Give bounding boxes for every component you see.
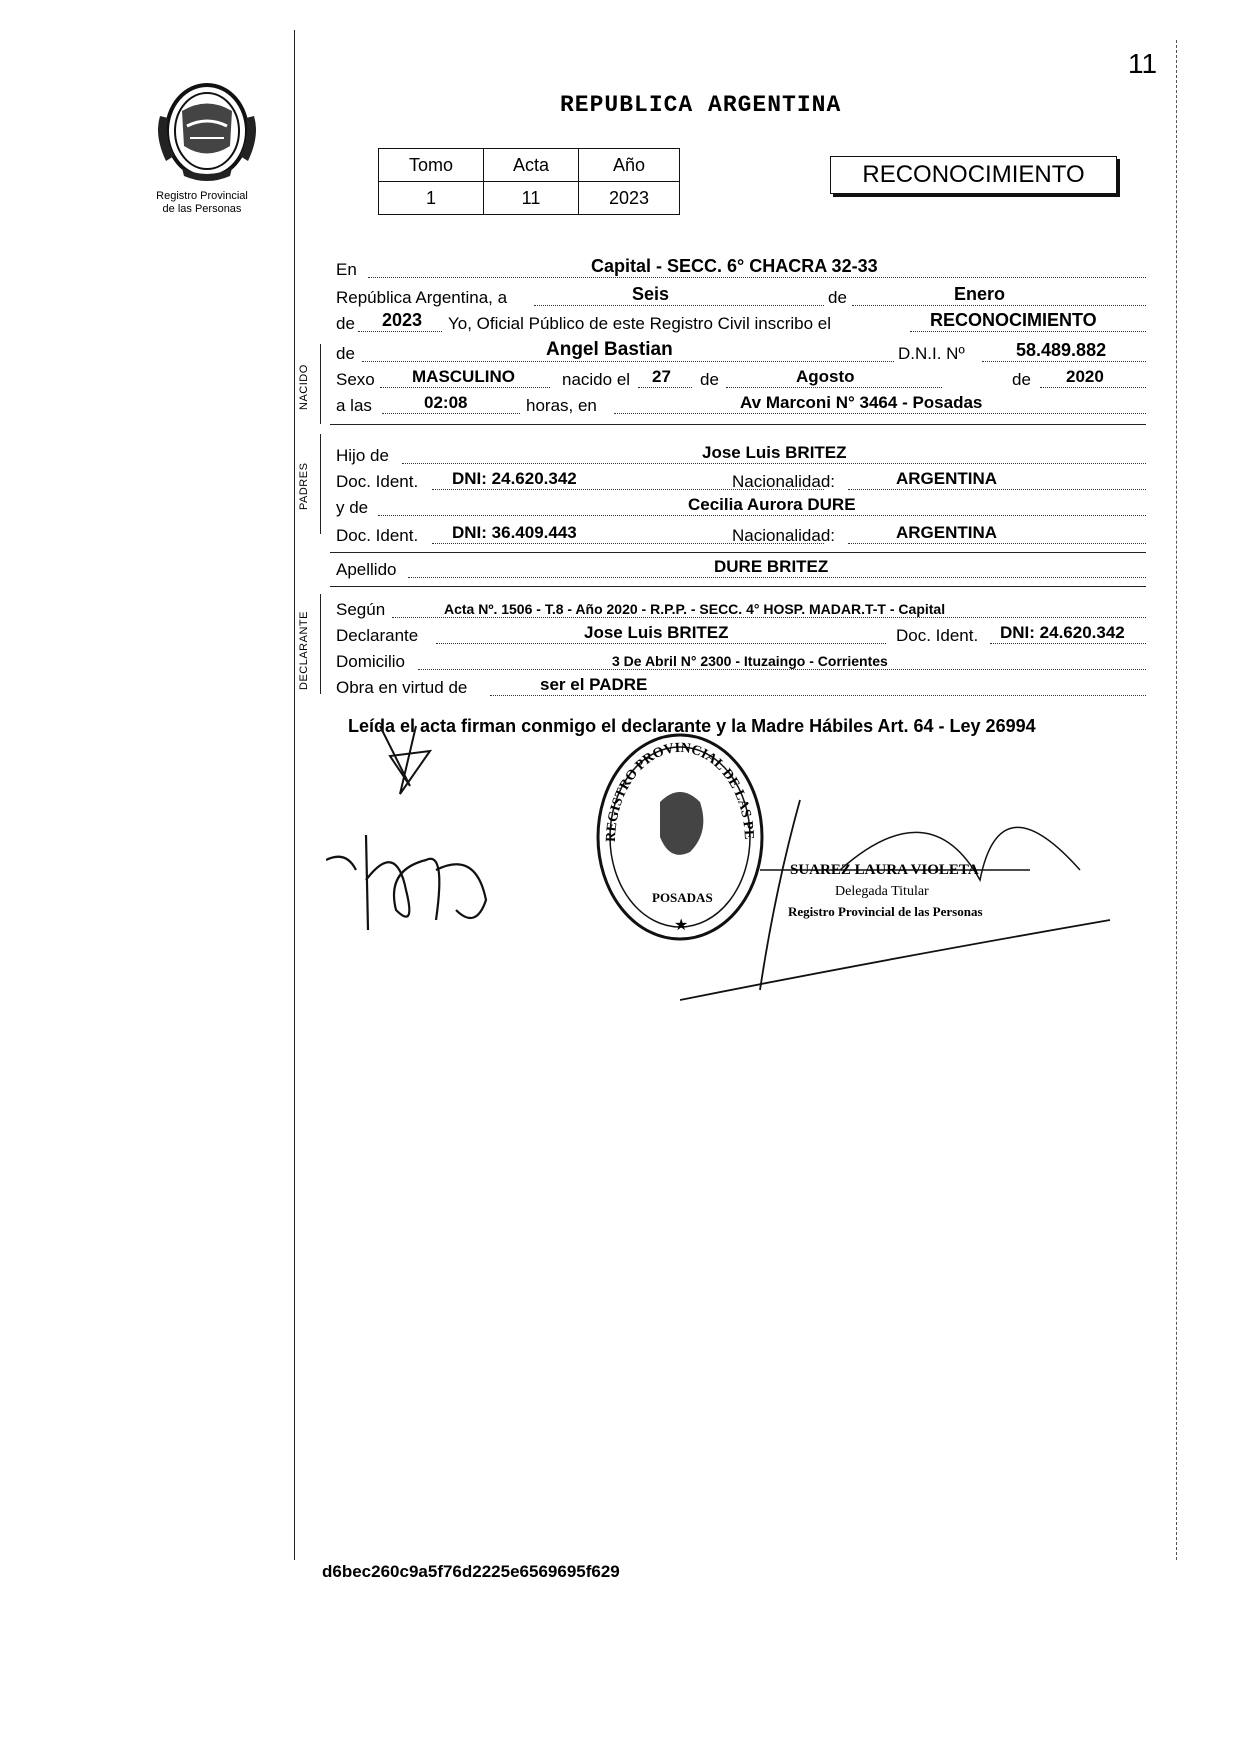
- row-padre: [336, 442, 1146, 466]
- acta-value: 11: [484, 182, 579, 215]
- closing-text: Leída el acta firman conmigo el declarante y la Madre Hábiles Art. 64 - Ley 26994: [348, 716, 1036, 736]
- apellido-value: DURE BRITEZ: [714, 557, 829, 576]
- row-apellido: [336, 556, 1146, 580]
- apellido-label: Apellido: [336, 560, 397, 579]
- nacido-bracket: [320, 344, 321, 424]
- mes-value: Enero: [954, 284, 1006, 304]
- official-organization: Registro Provincial de las Personas: [788, 904, 983, 919]
- nombre-value: Angel Bastian: [546, 339, 673, 360]
- registry-label-line1: Registro Provincial: [156, 190, 248, 202]
- dni-label: D.N.I. Nº: [898, 344, 965, 363]
- padre-doc-value: DNI: 24.620.342: [452, 469, 577, 488]
- y-de-label: y de: [336, 498, 369, 517]
- nacionalidad-label: Nacionalidad:: [732, 472, 836, 491]
- separator-3: [330, 586, 1146, 587]
- nacido-el-label: nacido el: [562, 370, 631, 389]
- province-seal-logo: [152, 76, 262, 186]
- page-number: 11: [1128, 48, 1158, 79]
- madre-doc-value: DNI: 36.409.443: [452, 523, 577, 542]
- registry-label: [132, 190, 272, 216]
- acta-header: Acta: [484, 149, 579, 182]
- act-type-box: RECONOCIMIENTO: [830, 156, 1117, 194]
- sexo-value: MASCULINO: [412, 367, 515, 386]
- madre-value: Cecilia Aurora DURE: [688, 495, 856, 514]
- republica-label: República Argentina, a: [336, 288, 508, 307]
- nac-de2-label: de: [1012, 370, 1031, 389]
- right-margin-line: [1176, 40, 1177, 1560]
- signature-declarante: [326, 830, 496, 945]
- domicilio-value: 3 De Abril N° 2300 - Ituzaingo - Corrientes: [612, 653, 888, 669]
- en-value: Capital - SECC. 6° CHACRA 32-33: [591, 256, 878, 276]
- a-las-label: a las: [336, 396, 372, 415]
- segun-label: Según: [336, 600, 386, 619]
- row-republica: [336, 284, 1146, 308]
- declarante-label: Declarante: [336, 626, 419, 645]
- padre-nac-value: ARGENTINA: [896, 469, 998, 488]
- anio-header: Año: [579, 149, 680, 182]
- stamp-star-icon: ★: [674, 917, 689, 934]
- de3-label: de: [336, 344, 355, 363]
- row-inscribo: [336, 310, 1146, 334]
- en-label: En: [336, 260, 357, 279]
- separator-2: [330, 552, 1146, 553]
- padres-bracket: [320, 434, 321, 534]
- nacionalidad-label-2: Nacionalidad:: [732, 526, 836, 545]
- row-en: [336, 256, 1146, 280]
- anio-value: 2023: [579, 182, 680, 215]
- stamp-city: POSADAS: [652, 890, 713, 905]
- hijo-de-label: Hijo de: [336, 446, 389, 465]
- row-declarante: [336, 622, 1146, 646]
- de2-label: de: [336, 314, 355, 333]
- row-madre: [336, 494, 1146, 518]
- row-domicilio: [336, 648, 1146, 672]
- obra-value: ser el PADRE: [540, 675, 648, 694]
- obra-label: Obra en virtud de: [336, 678, 468, 697]
- nac-dia-value: 27: [652, 367, 671, 386]
- hora-value: 02:08: [424, 393, 468, 412]
- document-title: REPUBLICA ARGENTINA: [560, 92, 842, 118]
- doc-ident-label-2: Doc. Ident.: [336, 526, 419, 545]
- left-margin-line: [294, 30, 295, 1560]
- row-segun: [336, 596, 1146, 620]
- sexo-label: Sexo: [336, 370, 375, 389]
- dni-value: 58.489.882: [1016, 340, 1107, 360]
- inscribo-value: RECONOCIMIENTO: [930, 310, 1097, 330]
- de-label: de: [828, 288, 847, 307]
- madre-nac-value: ARGENTINA: [896, 523, 998, 542]
- domicilio-label: Domicilio: [336, 652, 405, 671]
- official-role: Delegada Titular: [835, 884, 929, 899]
- row-nombre: [336, 340, 1146, 364]
- nac-de-label: de: [700, 370, 719, 389]
- row-hora: [336, 392, 1146, 416]
- nac-mes-value: Agosto: [796, 367, 855, 386]
- tomo-header: Tomo: [379, 149, 484, 182]
- doc-ident-label: Doc. Ident.: [336, 472, 419, 491]
- row-madre-doc: [336, 522, 1146, 546]
- declarante-value: Jose Luis BRITEZ: [584, 623, 729, 642]
- segun-value: Acta Nº. 1506 - T.8 - Año 2020 - R.P.P. - SECC. 4° HOSP. MADAR.T-T - Capital: [444, 601, 946, 617]
- nac-anio-value: 2020: [1066, 367, 1104, 386]
- declarante-bracket: [320, 594, 321, 694]
- signature-small: [360, 716, 450, 801]
- doc-ident-label-3: Doc. Ident.: [896, 626, 979, 645]
- official-name: SUAREZ LAURA VIOLETA: [790, 862, 979, 878]
- declarante-doc-value: DNI: 24.620.342: [1000, 623, 1125, 642]
- yo-text: Yo, Oficial Público de este Registro Civil inscribo el: [448, 314, 831, 333]
- anio-value-text: 2023: [382, 310, 423, 330]
- stamp-text: REGISTRO PROVINCIAL DE LAS PE: [603, 740, 757, 843]
- row-sexo: [336, 366, 1146, 390]
- tomo-value: 1: [379, 182, 484, 215]
- lugar-value: Av Marconi N° 3464 - Posadas: [740, 393, 983, 412]
- section-label-padres: PADRES: [298, 462, 310, 510]
- section-label-nacido: NACIDO: [298, 364, 310, 410]
- row-padre-doc: [336, 468, 1146, 492]
- padre-value: Jose Luis BRITEZ: [702, 443, 847, 462]
- row-obra: [336, 674, 1146, 698]
- registry-label-line2: de las Personas: [162, 203, 242, 215]
- dia-value: Seis: [632, 284, 670, 304]
- section-label-declarante: DECLARANTE: [298, 611, 310, 690]
- document-hash: d6bec260c9a5f76d2225e6569695f629: [322, 1562, 620, 1581]
- separator-1: [330, 424, 1146, 425]
- horas-en-label: horas, en: [526, 396, 597, 415]
- record-table: [378, 148, 680, 215]
